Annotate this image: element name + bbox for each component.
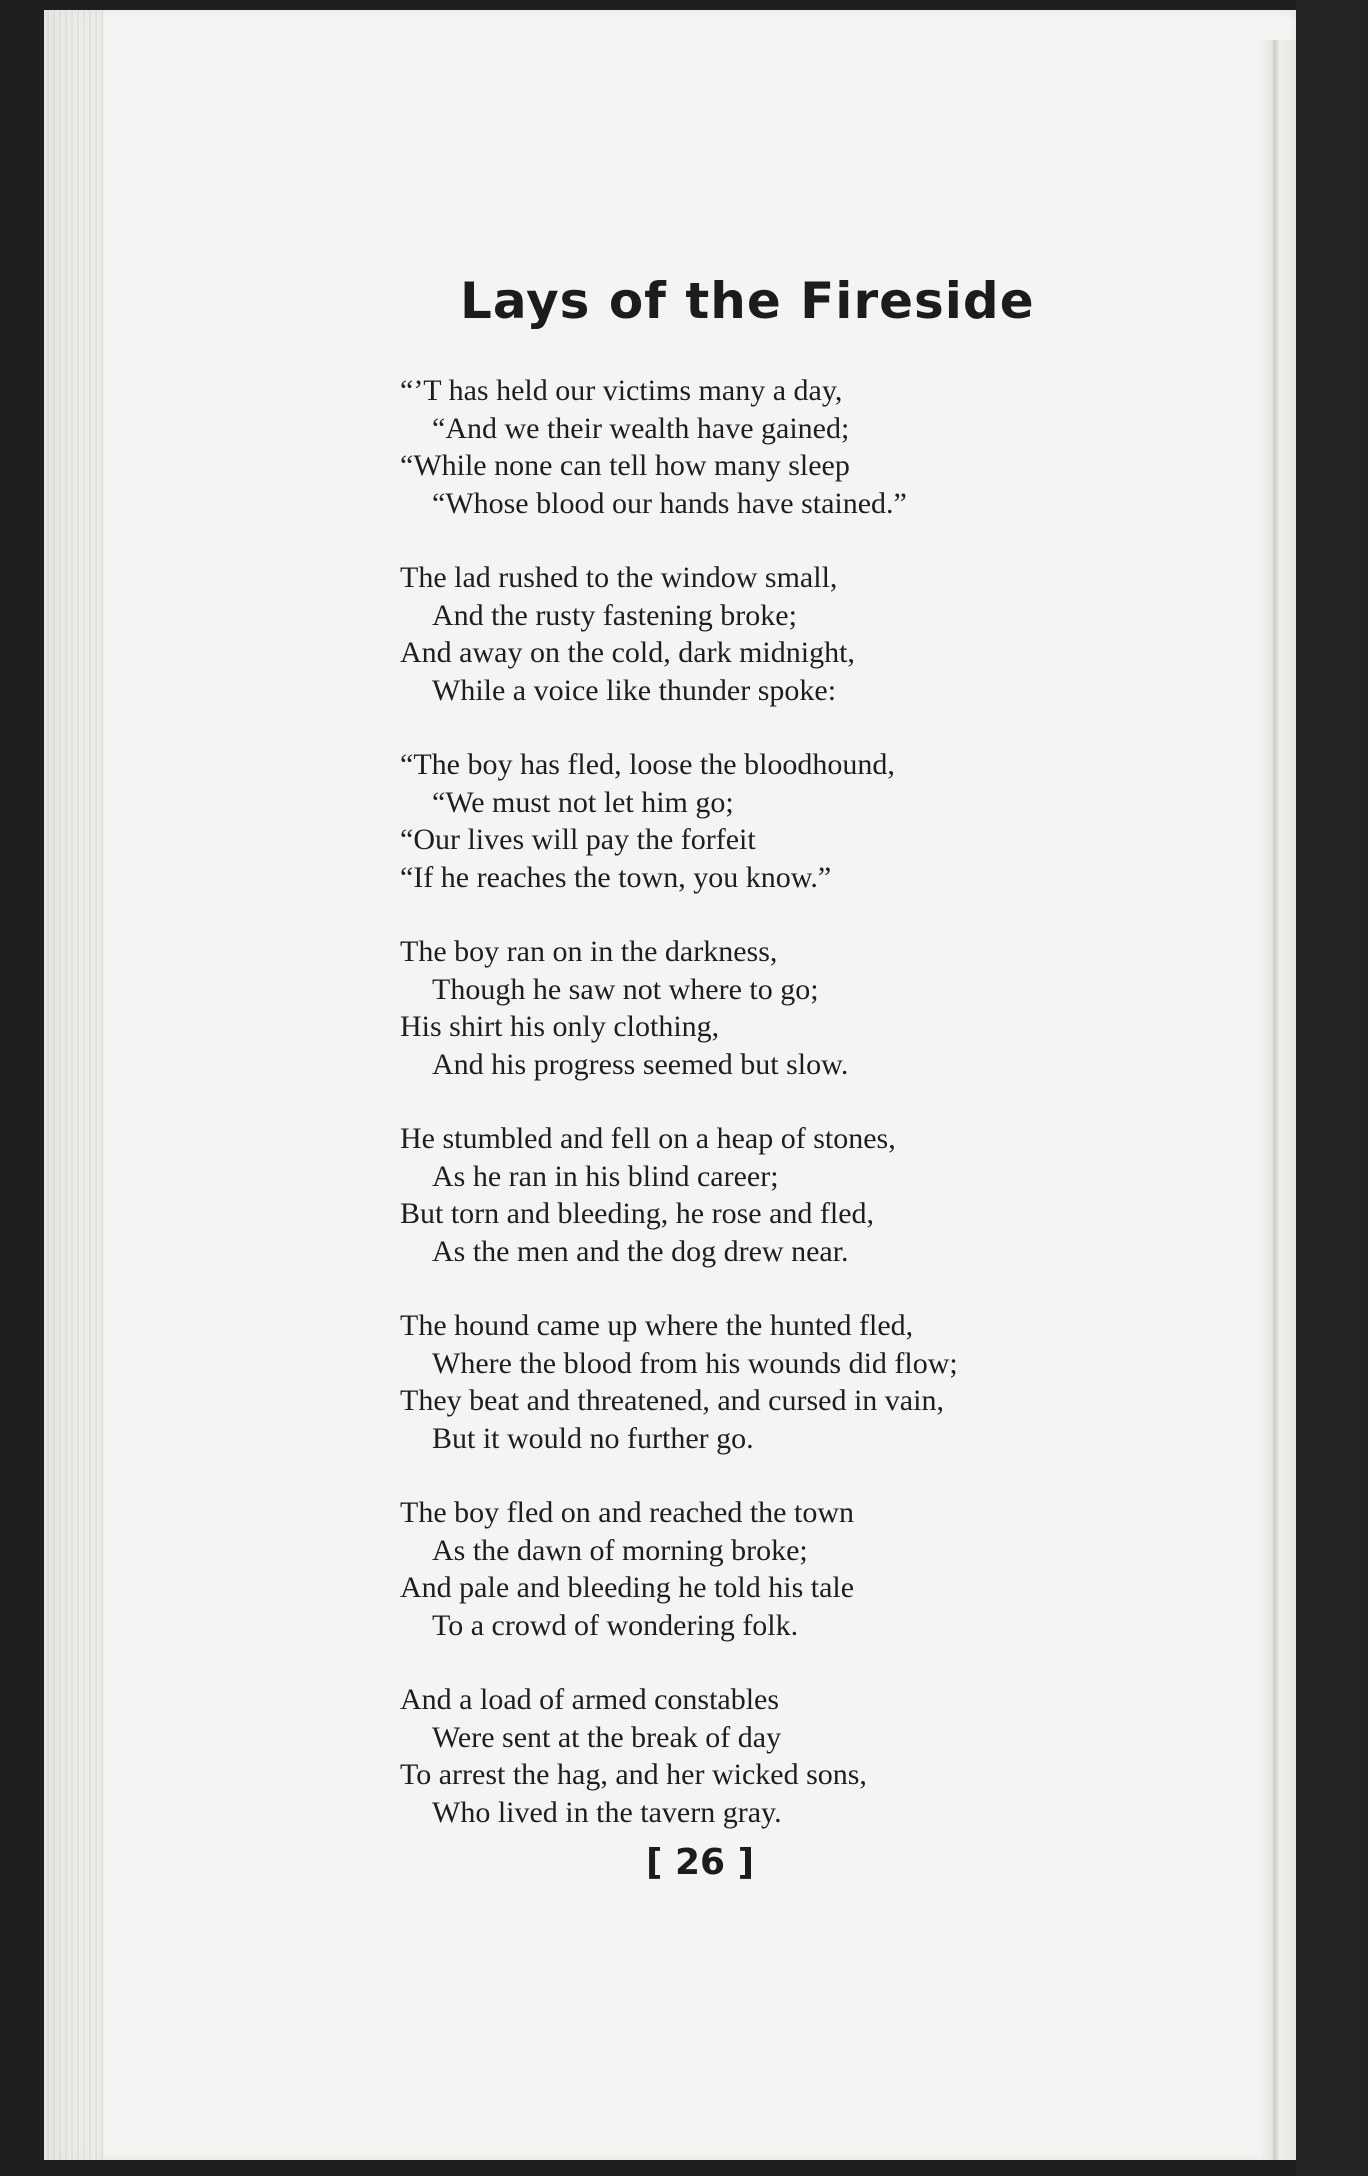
poem-line: As he ran in his blind career; — [432, 1159, 779, 1193]
poem-line: “While none can tell how many sleep — [400, 449, 850, 482]
poem-line: And a load of armed constables — [400, 1683, 780, 1716]
poem-line: And his progress seemed but slow. — [432, 1047, 849, 1081]
stanza — [400, 1307, 1060, 1457]
poem-line: “And we their wealth have gained; — [432, 411, 850, 445]
poem-line: Though he saw not where to go; — [432, 972, 819, 1006]
poem-line: “’T has held our victims many a day, — [400, 374, 843, 407]
stanza — [400, 1681, 1060, 1831]
poem-line: “If he reaches the town, you know.” — [400, 860, 832, 894]
poem-line: Where the blood from his wounds did flow; — [432, 1346, 958, 1380]
poem-line: He stumbled and fell on a heap of stones, — [400, 1122, 896, 1155]
poem-line: “The boy has fled, loose the bloodhound, — [400, 748, 895, 781]
poem-line: The boy ran on in the darkness, — [400, 935, 778, 968]
poem-line: And the rusty fastening broke; — [432, 598, 797, 632]
poem-line: They beat and threatened, and cursed in vain, — [400, 1384, 944, 1417]
page-binding-edge — [44, 10, 104, 2160]
poem-line: Were sent at the break of day — [432, 1720, 782, 1754]
poem-line: To arrest the hag, and her wicked sons, — [400, 1758, 867, 1791]
poem-line: “We must not let him go; — [432, 785, 734, 819]
stanza — [400, 746, 1060, 896]
poem-line: While a voice like thunder spoke: — [432, 673, 837, 707]
poem-line: The lad rushed to the window small, — [400, 561, 838, 594]
page-title: Lays of the Fireside — [460, 272, 1035, 330]
poem-line: The boy fled on and reached the town — [400, 1496, 854, 1529]
poem-body — [400, 372, 1060, 1868]
poem-line: “Our lives will pay the forfeit — [400, 823, 756, 856]
poem-line: “Whose blood our hands have stained.” — [432, 486, 907, 520]
poem-line: As the dawn of morning broke; — [432, 1533, 808, 1567]
poem-line: And away on the cold, dark midnight, — [400, 636, 855, 669]
stanza — [400, 559, 1060, 709]
poem-line: Who lived in the tavern gray. — [432, 1795, 782, 1829]
stanza — [400, 1494, 1060, 1644]
poem-line: As the men and the dog drew near. — [432, 1234, 849, 1268]
scan-background — [1296, 0, 1368, 2176]
poem-line: To a crowd of wondering folk. — [432, 1608, 799, 1642]
stanza — [400, 1120, 1060, 1270]
poem-line: The hound came up where the hunted fled, — [400, 1309, 914, 1342]
poem-line: But torn and bleeding, he rose and fled, — [400, 1197, 875, 1230]
stanza — [400, 372, 1060, 522]
poem-line: His shirt his only clothing, — [400, 1010, 720, 1043]
page-right-edge — [1258, 40, 1298, 2160]
poem-line: And pale and bleeding he told his tale — [400, 1571, 855, 1604]
poem-line: But it would no further go. — [432, 1421, 754, 1455]
stanza — [400, 933, 1060, 1083]
page-number: [ 26 ] — [645, 1842, 755, 1883]
